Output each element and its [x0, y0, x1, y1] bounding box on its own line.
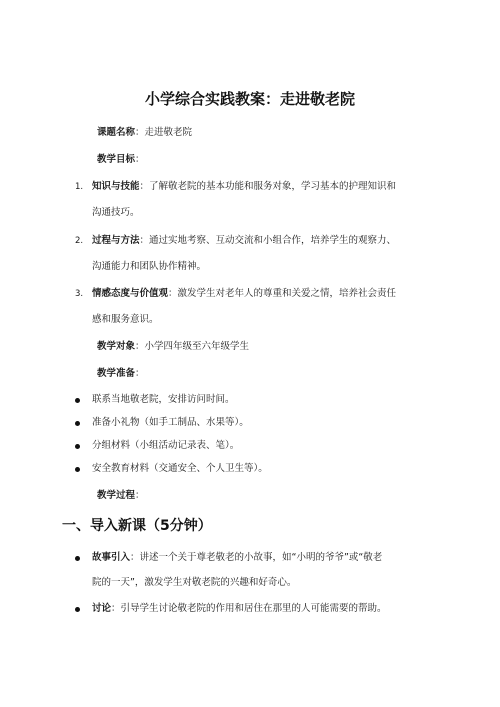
goals-heading: 教学目标：: [97, 154, 145, 165]
section-item: 故事引入：讲述一个关于尊老敬老的小故事，如“小明的爷爷”或“敬老: [92, 552, 383, 563]
prep-item: 安全教育材料（交通安全、个人卫生等）。: [92, 463, 268, 474]
audience-line: 教学对象：小学四年级至六年级学生: [97, 341, 250, 352]
section-item: 讨论：引导学生讨论敬老院的作用和居住在那里的人可能需要的帮助。: [92, 603, 387, 614]
topic-line: 课题名称：走进敬老院: [97, 127, 193, 138]
bullet-icon: [75, 444, 80, 449]
goal-item-cont: 沟通技巧。: [92, 207, 140, 218]
prep-item: 准备小礼物（如手工制品、水果等）。: [92, 417, 249, 428]
prep-item: 联系当地敬老院，安排访问时间。: [92, 394, 235, 405]
goal-item: 知识与技能：了解敬老院的基本功能和服务对象，学习基本的护理知识和: [92, 181, 397, 192]
prep-item: 分组材料（小组活动记录表、笔）。: [92, 440, 240, 451]
section-heading: 一、导入新课（5分钟）: [62, 518, 212, 534]
goal-item: 过程与方法：通过实地考察、互动交流和小组合作，培养学生的观察力、: [92, 235, 397, 246]
bullet-icon: [75, 467, 80, 472]
bullet-icon: [75, 398, 80, 403]
goal-item: 情感态度与价值观：激发学生对老年人的尊重和关爱之情，培养社会责任: [92, 288, 397, 299]
bullet-icon: [75, 556, 80, 561]
prep-heading: 教学准备：: [97, 368, 145, 379]
bullet-icon: [75, 421, 80, 426]
goal-number: 3.: [75, 289, 84, 299]
section-item-cont: 院的一天”，激发学生对敬老院的兴趣和好奇心。: [92, 577, 297, 588]
document-title: 小学综合实践教案：走进敬老院: [144, 90, 355, 108]
goal-item-cont: 沟通能力和团队协作精神。: [92, 261, 207, 272]
topic-value: 走进敬老院: [144, 127, 193, 138]
topic-label: 课题名称: [97, 127, 136, 138]
bullet-icon: [75, 607, 80, 612]
process-heading: 教学过程：: [97, 490, 145, 501]
goal-number: 1.: [75, 182, 84, 192]
goal-number: 2.: [75, 236, 84, 246]
goal-item-cont: 感和服务意识。: [92, 314, 159, 325]
